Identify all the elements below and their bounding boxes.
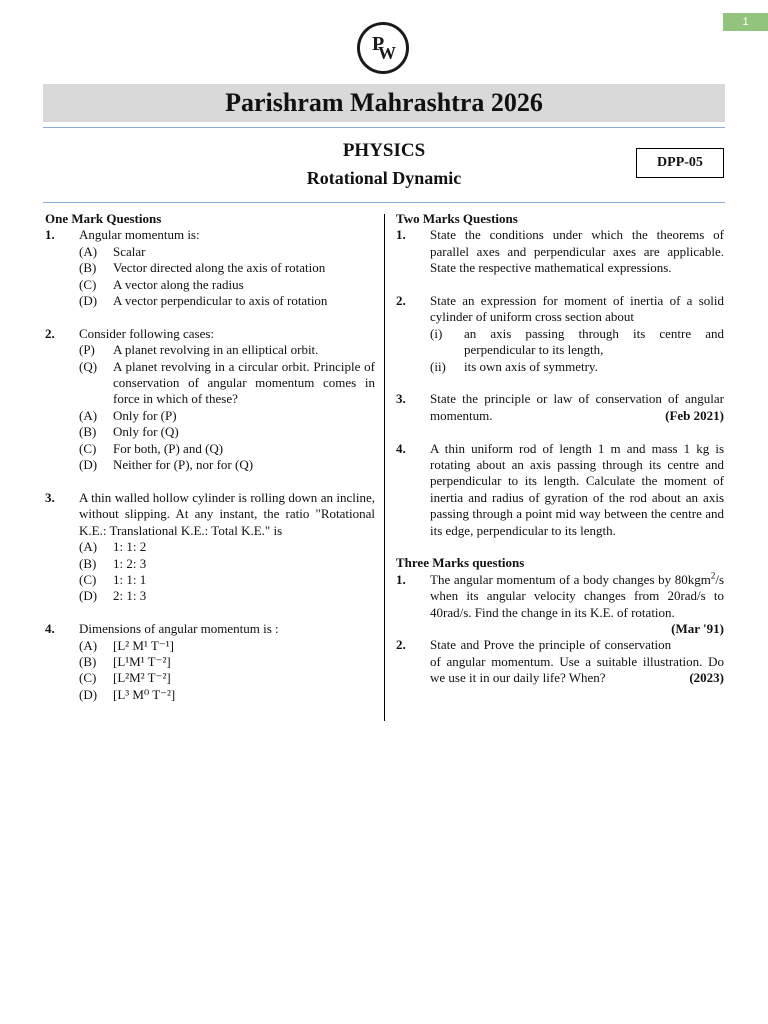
option-text: Vector directed along the axis of rotation xyxy=(113,260,326,276)
option-label: (C) xyxy=(79,440,97,456)
option-label: (A) xyxy=(79,243,98,259)
option-label: (C) xyxy=(79,571,97,587)
question-text: State and Prove the principle of conservation of angular momentum. Use a suitable illustration. Do we use it in our daily life? When? xyxy=(430,637,724,686)
option xyxy=(79,408,375,424)
sub-text: an axis passing through its centre and perpendicular to its length, xyxy=(464,325,724,358)
question-3 xyxy=(45,490,375,539)
question-text: State an expression for moment of inertia of a solid cylinder of uniform cross section about xyxy=(430,293,724,325)
option-text: Only for (P) xyxy=(113,407,177,423)
option xyxy=(79,654,375,670)
question-text: A thin walled hollow cylinder is rolling down an incline, without slipping. At any instant, the ratio "Rotational K.E.: Translational K.E.: Total K.E." is xyxy=(79,489,375,538)
exam-year-tag: (Mar '91) xyxy=(671,621,724,637)
option xyxy=(79,588,375,604)
header-rule-bottom xyxy=(43,202,725,203)
two-mark-question-4 xyxy=(396,441,724,539)
question-text: Consider following cases: xyxy=(79,325,215,341)
exam-year-tag: (2023) xyxy=(689,670,724,686)
header-rule-top xyxy=(43,127,725,128)
case-label: (Q) xyxy=(79,358,98,374)
question-text-part-b: /s when its angular velocity changes from 20rad/s to 40rad/s. Find the change in its K.E. of rotation. xyxy=(430,571,724,620)
sub-label: (ii) xyxy=(430,358,446,374)
option-label: (B) xyxy=(79,260,97,276)
option-label: (D) xyxy=(79,686,98,702)
option xyxy=(79,244,375,260)
question-text: State the principle or law of conservation of angular momentum. xyxy=(430,391,724,423)
option-label: (B) xyxy=(79,653,97,669)
case-label: (P) xyxy=(79,342,95,358)
option-text: A vector along the radius xyxy=(113,276,244,292)
option-text: For both, (P) and (Q) xyxy=(113,440,224,456)
option-text: [L²M² T⁻²] xyxy=(113,670,171,686)
question-number: 2. xyxy=(45,325,55,341)
option-label: (B) xyxy=(79,555,97,571)
question-number: 2. xyxy=(396,293,406,309)
logo-letter-w: W xyxy=(378,43,396,63)
two-mark-question-1 xyxy=(396,227,724,276)
question-number: 4. xyxy=(396,440,406,456)
option xyxy=(79,260,375,276)
option xyxy=(79,638,375,654)
column-divider xyxy=(384,214,385,721)
question-number: 1. xyxy=(45,227,55,243)
question-text: A thin uniform rod of length 1 m and mass 1 kg is rotating about an axis passing through its centre and perpendicular to its length. Calculate the moment of inertia and radius of gyration of the rod about an axis passing through a point mid way between the centre and its edge, perpendicular to its length. xyxy=(430,440,724,538)
sub-item xyxy=(430,326,724,359)
option-label: (B) xyxy=(79,424,97,440)
question-number: 4. xyxy=(45,621,55,637)
option-label: (A) xyxy=(79,407,98,423)
option xyxy=(79,670,375,686)
logo-letter-p: P xyxy=(372,33,385,55)
option-label: (C) xyxy=(79,670,97,686)
option xyxy=(79,539,375,555)
option xyxy=(79,687,375,703)
document-title: Parishram Mahrashtra 2026 xyxy=(43,84,725,122)
option-text: [L¹M¹ T⁻²] xyxy=(113,653,171,669)
question-text: Dimensions of angular momentum is : xyxy=(79,621,279,637)
option-text: Neither for (P), nor for (Q) xyxy=(113,457,254,473)
case-text: A planet revolving in a circular orbit. Principle of conservation of angular momentum comes in force in which of these? xyxy=(113,358,375,407)
pw-logo-letters xyxy=(367,31,401,65)
question-text: State the conditions under which the theorems of parallel axes and perpendicular axes are applicable. State the respective mathematical expressions. xyxy=(430,227,724,276)
option-text: 2: 1: 3 xyxy=(113,588,147,604)
question-text-part-a: The angular momentum of a body changes by 80kgm xyxy=(430,571,711,587)
sub-text: its own axis of symmetry. xyxy=(464,358,598,374)
section-heading-three-marks: Three Marks questions xyxy=(396,555,525,571)
three-mark-question-1 xyxy=(396,570,724,637)
left-column xyxy=(45,211,375,703)
case-item xyxy=(79,342,375,358)
right-column xyxy=(396,211,724,687)
question-4 xyxy=(45,621,375,637)
pw-logo xyxy=(357,22,409,74)
section-heading-one-mark: One Mark Questions xyxy=(45,211,162,226)
question-number: 1. xyxy=(396,227,406,243)
question-number: 2. xyxy=(396,637,406,653)
option-label: (D) xyxy=(79,293,98,309)
chapter-title: Rotational Dynamic xyxy=(306,168,462,188)
case-text: A planet revolving in an elliptical orbit. xyxy=(113,342,319,358)
subject-title: PHYSICS xyxy=(342,140,426,161)
option xyxy=(79,277,375,293)
sub-item xyxy=(430,359,724,375)
question-1 xyxy=(45,227,375,243)
question-number: 3. xyxy=(45,489,55,505)
option-label: (C) xyxy=(79,276,97,292)
pw-logo-inner xyxy=(360,25,406,71)
option-text: A vector perpendicular to axis of rotation xyxy=(113,293,328,309)
section-heading-two-marks: Two Marks Questions xyxy=(396,211,518,226)
option-text: Scalar xyxy=(113,243,146,259)
option-text: 1: 1: 1 xyxy=(113,571,147,587)
question-text: Angular momentum is: xyxy=(79,227,200,243)
question-2 xyxy=(45,326,375,342)
option-label: (D) xyxy=(79,588,98,604)
option-label: (A) xyxy=(79,637,98,653)
question-number: 1. xyxy=(396,571,406,587)
option xyxy=(79,572,375,588)
dpp-badge: DPP-05 xyxy=(636,148,724,178)
two-mark-question-2 xyxy=(396,293,724,326)
superscript: 2 xyxy=(710,570,716,581)
option xyxy=(79,424,375,440)
two-mark-question-3 xyxy=(396,391,724,424)
option-label: (A) xyxy=(79,539,98,555)
option xyxy=(79,293,375,309)
option-label: (D) xyxy=(79,457,98,473)
question-number: 3. xyxy=(396,391,406,407)
option-text: [L³ M⁰ T⁻²] xyxy=(113,686,176,702)
option-text: 1: 1: 2 xyxy=(113,539,147,555)
option xyxy=(79,457,375,473)
option xyxy=(79,441,375,457)
option-text: [L² M¹ T⁻¹] xyxy=(113,637,174,653)
case-item xyxy=(79,359,375,408)
sub-label: (i) xyxy=(430,325,443,341)
page-number: 1 xyxy=(723,13,768,31)
exam-year-tag: (Feb 2021) xyxy=(665,407,724,423)
option-text: 1: 2: 3 xyxy=(113,555,147,571)
option-text: Only for (Q) xyxy=(113,424,179,440)
three-mark-question-2 xyxy=(396,637,724,686)
option xyxy=(79,556,375,572)
